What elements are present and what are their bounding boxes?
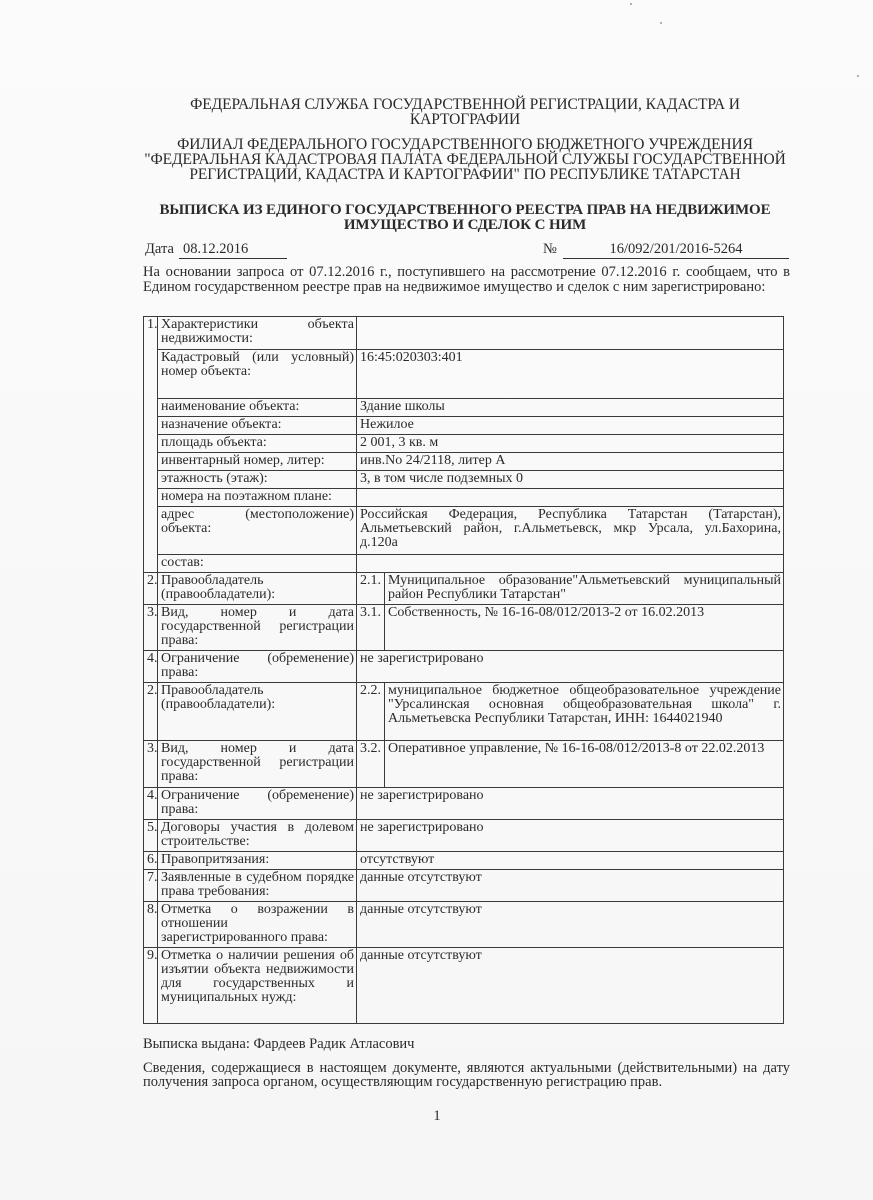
row-subnumber: 2.1. <box>357 573 385 605</box>
intro-paragraph: На основании запроса от 07.12.2016 г., поступившего на рассмотрение 07.12.2016 г. сообщаем, что в Едином государственном реестре прав на недвижимое имущество и сделок с ним зарегистрировано: <box>143 264 790 295</box>
page-number: 1 <box>433 1108 441 1124</box>
issued-to: Выписка выдана: Фардеев Радик Атласович <box>143 1036 415 1052</box>
date-value: 08.12.2016 <box>179 241 287 259</box>
row-number: 1. <box>144 317 158 573</box>
row-label: Договоры участия в долевом строительстве: <box>158 820 357 852</box>
table-row <box>144 948 784 1024</box>
table-row <box>144 902 784 948</box>
row-label: Кадастровый (или условный) номер объекта: <box>158 350 357 399</box>
row-label: этажность (этаж): <box>158 471 357 489</box>
row-number: 9. <box>144 948 158 1024</box>
row-number: 2. <box>144 573 158 605</box>
row-value: не зарегистрировано <box>357 820 784 852</box>
row-label: Правообладатель (правообладатели): <box>158 683 357 741</box>
table-row <box>144 471 784 489</box>
table-row <box>144 651 784 683</box>
document-title: ВЫПИСКА ИЗ ЕДИНОГО ГОСУДАРСТВЕННОГО РЕЕСТРА ПРАВ НА НЕДВИЖИМОЕ ИМУЩЕСТВО И СДЕЛОК С НИМ <box>159 202 771 233</box>
row-label: адрес (местоположение) объекта: <box>158 507 357 555</box>
row-value <box>357 489 784 507</box>
row-label: Ограничение (обременение) права: <box>158 788 357 820</box>
row-number: 2. <box>144 683 158 741</box>
row-value: отсутствуют <box>357 852 784 870</box>
table-row <box>144 870 784 902</box>
row-label: инвентарный номер, литер: <box>158 453 357 471</box>
row-label: Вид, номер и дата государственной регистрации права: <box>158 605 357 651</box>
row-value: Нежилое <box>357 417 784 435</box>
row-value: данные отсутствуют <box>357 948 784 1024</box>
table-row <box>144 507 784 555</box>
row-value: муниципальное бюджетное общеобразовательное учреждение "Урсалинская основная общеобразовательная школа" г. Альметьевска Республики Татарстан, ИНН: 1644021940 <box>385 683 784 741</box>
row-label: номера на поэтажном плане: <box>158 489 357 507</box>
row-value: 2 001, 3 кв. м <box>357 435 784 453</box>
scan-speck <box>660 22 662 24</box>
row-label: Вид, номер и дата государственной регистрации права: <box>158 741 357 788</box>
table-row <box>144 417 784 435</box>
row-value: Муниципальное образование"Альметьевский муниципальный район Республики Татарстан" <box>385 573 784 605</box>
row-value <box>357 317 784 350</box>
table-row <box>144 317 784 350</box>
row-label: назначение объекта: <box>158 417 357 435</box>
table-row <box>144 350 784 399</box>
table-row <box>144 489 784 507</box>
table-row <box>144 788 784 820</box>
table-row <box>144 852 784 870</box>
row-label: Правообладатель (правообладатели): <box>158 573 357 605</box>
row-number: 4. <box>144 651 158 683</box>
row-label: наименование объекта: <box>158 399 357 417</box>
agency-name: ФЕДЕРАЛЬНАЯ СЛУЖБА ГОСУДАРСТВЕННОЙ РЕГИСТРАЦИИ, КАДАСТРА И КАРТОГРАФИИ <box>190 96 740 128</box>
table-row <box>144 605 784 651</box>
row-value: Здание школы <box>357 399 784 417</box>
row-value: инв.No 24/2118, литер А <box>357 453 784 471</box>
branch-name: ФИЛИАЛ ФЕДЕРАЛЬНОГО ГОСУДАРСТВЕННОГО БЮДЖЕТНОГО УЧРЕЖДЕНИЯ "ФЕДЕРАЛЬНАЯ КАДАСТРОВАЯ ПАЛАТА ФЕДЕРАЛЬНОЙ СЛУЖБЫ ГОСУДАРСТВЕННОЙ РЕГИСТРАЦИИ, КАДАСТРА И КАРТОГРАФИИ" ПО РЕСПУБЛИКЕ ТАТАРСТАН <box>144 136 786 183</box>
row-number: 3. <box>144 605 158 651</box>
row-label: Правопритязания: <box>158 852 357 870</box>
table-row <box>144 399 784 417</box>
table-row <box>144 741 784 788</box>
row-value: Собственность, № 16-16-08/012/2013-2 от 16.02.2013 <box>385 605 784 651</box>
row-subnumber: 2.2. <box>357 683 385 741</box>
row-label: состав: <box>158 555 357 573</box>
row-label: Отметка о возражении в отношении зарегистрированного права: <box>158 902 357 948</box>
row-value: 3, в том числе подземных 0 <box>357 471 784 489</box>
row-value: не зарегистрировано <box>357 651 784 683</box>
validity-note: Сведения, содержащиеся в настоящем документе, являются актуальными (действительными) на дату получения запроса органом, осуществляющим государственную регистрацию прав. <box>143 1061 790 1090</box>
row-value: Оперативное управление, № 16-16-08/012/2013-8 от 22.02.2013 <box>385 741 784 788</box>
row-value: данные отсутствуют <box>357 902 784 948</box>
table-row <box>144 435 784 453</box>
row-number: 7. <box>144 870 158 902</box>
row-number: 4. <box>144 788 158 820</box>
row-label: Ограничение (обременение) права: <box>158 651 357 683</box>
row-value <box>357 555 784 573</box>
table-row <box>144 820 784 852</box>
number-value: 16/092/201/2016-5264 <box>563 241 789 259</box>
scan-speck <box>630 3 632 5</box>
scan-speck <box>857 75 859 77</box>
row-value: 16:45:020303:401 <box>357 350 784 399</box>
table-row <box>144 683 784 741</box>
row-value: не зарегистрировано <box>357 788 784 820</box>
row-label: Отметка о наличии решения об изъятии объекта недвижимости для государственных и муниципальных нужд: <box>158 948 357 1024</box>
row-value: Российская Федерация, Республика Татарстан (Татарстан), Альметьевский район, г.Альметьевск, мкр Урсала, ул.Бахорина, д.120а <box>357 507 784 555</box>
row-value: данные отсутствуют <box>357 870 784 902</box>
row-number: 6. <box>144 852 158 870</box>
registry-table <box>143 316 784 1024</box>
row-number: 3. <box>144 741 158 788</box>
number-label: № <box>543 241 557 257</box>
row-number: 8. <box>144 902 158 948</box>
row-number: 5. <box>144 820 158 852</box>
table-row <box>144 555 784 573</box>
table-row <box>144 453 784 471</box>
date-label: Дата <box>145 241 174 257</box>
table-row <box>144 573 784 605</box>
row-label: Заявленные в судебном порядке права требования: <box>158 870 357 902</box>
row-label: площадь объекта: <box>158 435 357 453</box>
row-subnumber: 3.2. <box>357 741 385 788</box>
row-label: Характеристики объекта недвижимости: <box>158 317 357 350</box>
row-subnumber: 3.1. <box>357 605 385 651</box>
